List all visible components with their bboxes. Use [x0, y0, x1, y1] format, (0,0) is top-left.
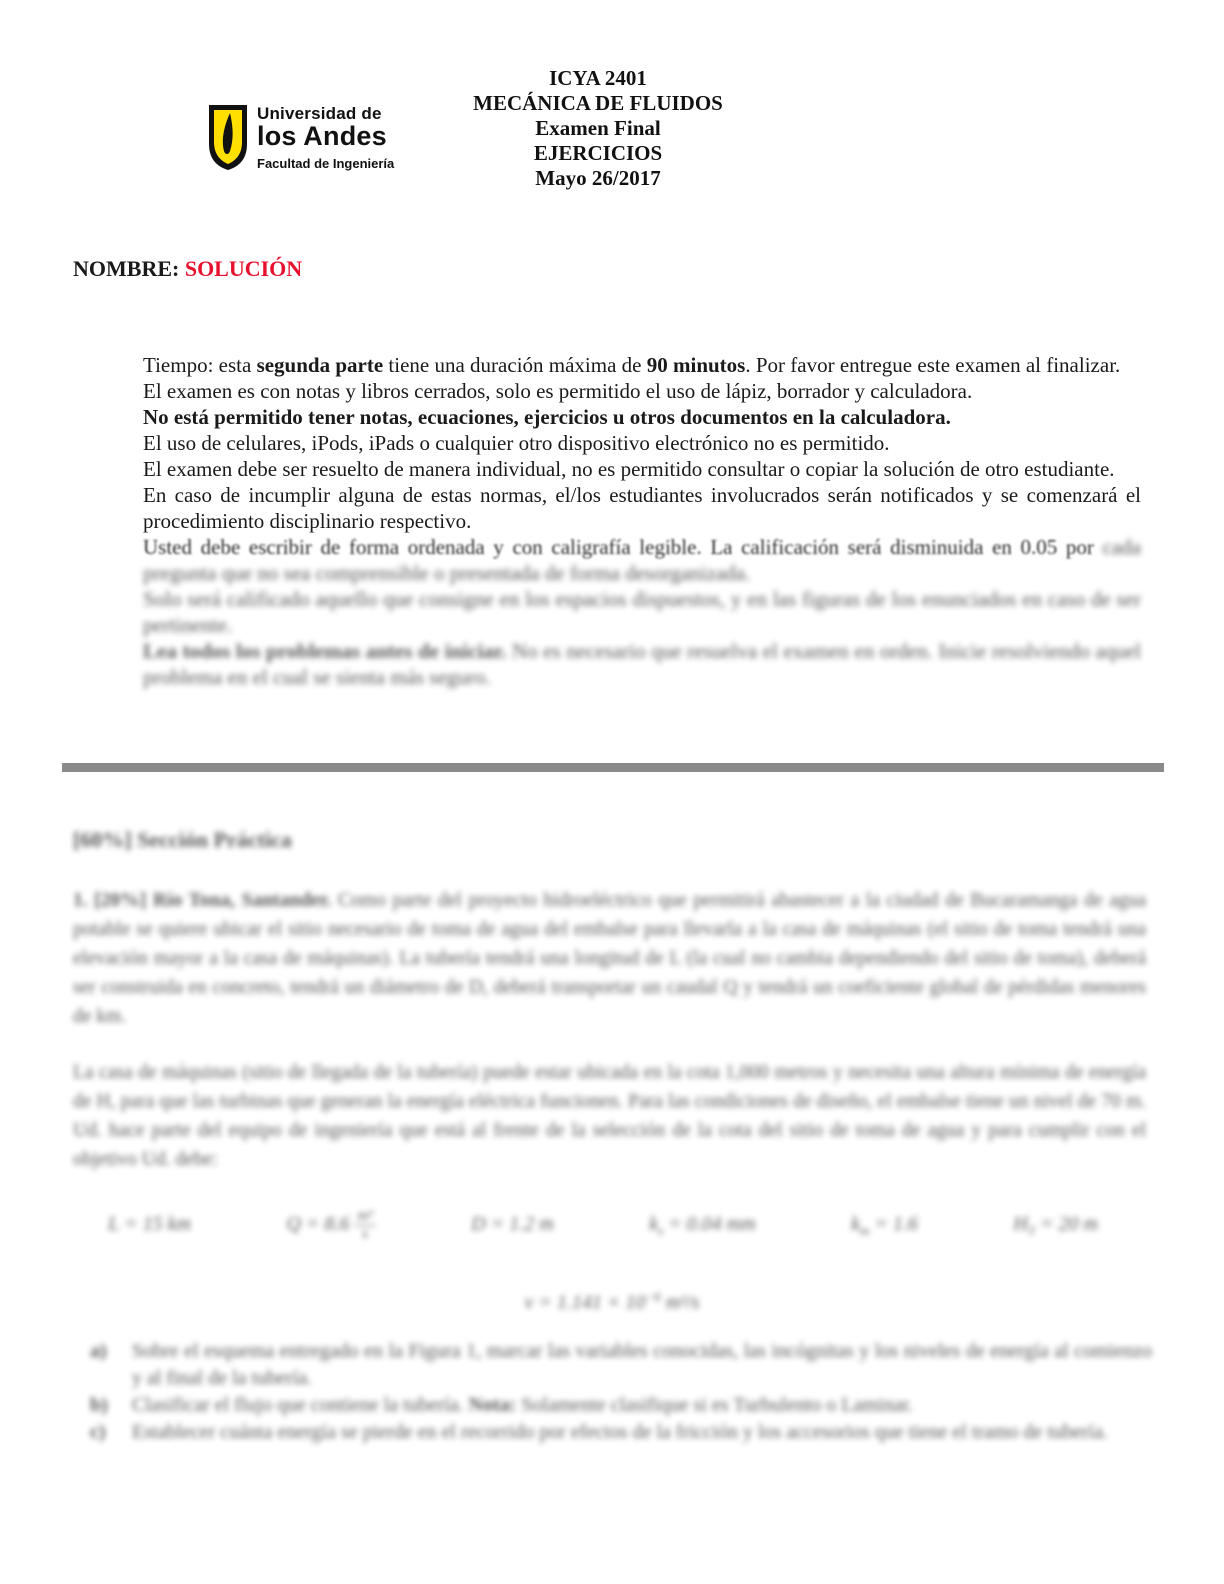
exam-type: Examen Final [535, 116, 661, 140]
instruction-grading: Solo será calificado aquello que consigne en los espacios dispuestos, y en las figuras de los enunciados en caso de ser pertinente. [143, 587, 1141, 637]
exam-section: EJERCICIOS [533, 141, 663, 165]
instruction-discipline: En caso de incumplir alguna de estas normas, el/los estudiantes involucrados serán notificados y se comenzará el procedimiento disciplinario respectivo. [143, 483, 1141, 533]
item-text: Clasificar el flujo que contiene la tubería. Nota: Solamente clasifique si es Turbulento o Laminar. [132, 1394, 913, 1416]
equation-head: $H_T = 20$ m [1013, 1212, 1098, 1238]
question-item-b [90, 1392, 1152, 1419]
problem-statement [73, 886, 1146, 1174]
question-item-c [90, 1419, 1152, 1446]
item-text: Sobre el esquema entregado en la Figura 1, marcar las variables conocidas, las incógnitas y los niveles de energía al comienzo y al final de la tubería. [132, 1340, 1152, 1389]
equation-viscosity: $\nu = 1.141 \times 10^{-6}$ m²/s [524, 1289, 700, 1314]
name-line [73, 256, 302, 282]
section-divider [62, 763, 1164, 772]
instruction-calculator: No está permitido tener notas, ecuaciones, ejercicios u otros documentos en la calculadora. [143, 405, 951, 429]
instruction-read-first: Lea todos los problemas antes de iniciar. No es necesario que resuelva el examen en orden. Inicie resolviendo aquel problema en el cual se sienta más seguro. [143, 639, 1141, 689]
practical-section-title: [60%] Sección Práctica [73, 827, 292, 852]
problem-paragraph-2: La casa de máquinas (sitio de llegada de la tubería) puede estar ubicada en la cota 1,000 metros y necesita una altura mínima de energía de H, para que las turbinas que generan la energía eléctrica funcionen. Para las condiciones de diseño, el embalse tiene un nivel de 70 m. Ud. hace parte del equipo de ingeniería que está al frente de la selección de la cota del sitio de toma de agua y para cumplir con el objetivo Ud. debe: [73, 1062, 1146, 1170]
logo-faculty-line: Facultad de Ingeniería [257, 156, 395, 171]
equation-diameter: D = 1.2 m [471, 1212, 554, 1235]
item-text: Establecer cuánta energía se pierde en el recorrido por efectos de la fricción y los accesorios que tiene el tramo de tubería. [132, 1421, 1108, 1443]
item-marker: b) [90, 1394, 108, 1416]
equation-length: L = 15 km [108, 1212, 191, 1235]
name-label: NOMBRE: [73, 256, 185, 281]
question-item-a [90, 1338, 1152, 1392]
instruction-handwriting: Usted debe escribir de forma ordenada y con caligrafía legible. La calificación será disminuida en 0.05 por cada pregunta que no sea comprensible o presentada de forma desorganizada. [143, 535, 1142, 585]
course-name: MECÁNICA DE FLUIDOS [473, 91, 723, 115]
name-value: SOLUCIÓN [184, 256, 303, 281]
equation-roughness: $k_s = 0.04$ mm [649, 1212, 756, 1238]
given-data-row [108, 1208, 1098, 1243]
instructions-block [143, 352, 1141, 690]
problem-paragraph-1: 1. [20%] Río Tona, Santander. Como parte del proyecto hidroeléctrico que permitirá abastecer a la ciudad de Bucaramanga de agua potable se quiere ubicar el sitio necesario de toma de agua del embalse para llevarla a la casa de máquinas (el sitio de toma tendrá una elevación mayor a la casa de máquinas). La tubería tendrá una longitud de L (la cual no cambia dependiendo del sitio de toma), deberá ser construida en concreto, tendrá un diámetro de D, deberá transportar un caudal Q y tendrá un coeficiente global de pérdidas menores de km. [73, 890, 1147, 1027]
equation-flow: Q = 8.6 $\frac{\text{m³}}{s}$ [286, 1208, 375, 1243]
instruction-devices: El uso de celulares, iPods, iPads o cualquier otro dispositivo electrónico no es permitido. [143, 431, 890, 455]
logo-andes-line: los Andes [257, 121, 387, 151]
course-code: ICYA 2401 [549, 66, 647, 90]
question-items [90, 1338, 1152, 1446]
exam-header [0, 66, 1196, 191]
equation-minor-losses: $k_m = 1.6$ [851, 1212, 918, 1238]
instruction-time: Tiempo: esta segunda parte tiene una duración máxima de 90 minutos. Por favor entregue este examen al finalizar. [143, 353, 1121, 377]
logo-university-line: Universidad de [257, 104, 382, 123]
instruction-closed-book: El examen es con notas y libros cerrados, solo es permitido el uso de lápiz, borrador y calculadora. [143, 379, 973, 403]
item-marker: c) [90, 1421, 106, 1443]
item-marker: a) [90, 1340, 107, 1362]
instruction-individual: El examen debe ser resuelto de manera individual, no es permitido consultar o copiar la solución de otro estudiante. [143, 457, 1115, 481]
exam-date: Mayo 26/2017 [535, 166, 661, 190]
